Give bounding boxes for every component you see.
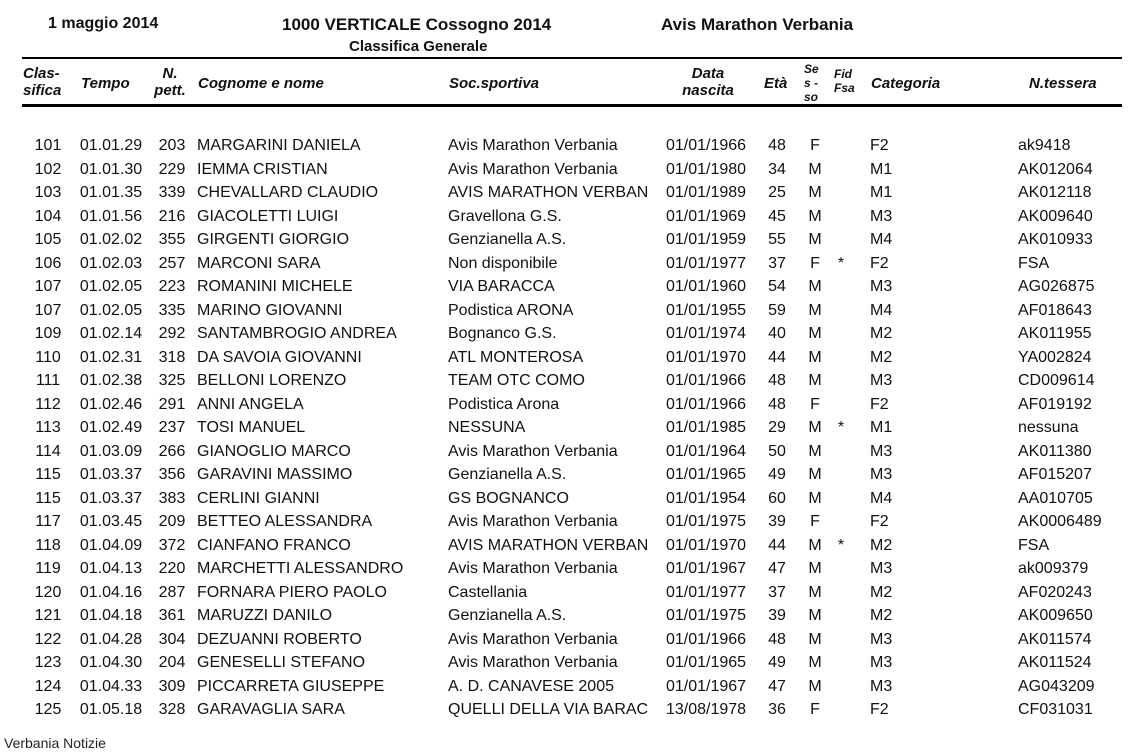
cell-club: TEAM OTC COMO bbox=[448, 372, 585, 389]
cell-card-number: AK011380 bbox=[1018, 442, 1092, 460]
cell-name: IEMMA CRISTIAN bbox=[197, 160, 328, 178]
cell-sex: M bbox=[808, 607, 822, 624]
cell-time: 01.01.29 bbox=[79, 137, 143, 154]
cell-birth-date: 01/01/1954 bbox=[666, 489, 747, 507]
cell-bib: 203 bbox=[158, 137, 186, 154]
cell-time: 01.03.45 bbox=[79, 513, 143, 530]
cell-sex: M bbox=[808, 348, 822, 366]
cell-birth-date: 01/01/1989 bbox=[666, 184, 747, 201]
cell-bib: 257 bbox=[158, 254, 186, 272]
cell-club: GS BOGNANCO bbox=[448, 489, 569, 507]
cell-club: NESSUNA bbox=[448, 419, 526, 436]
cell-age: 37 bbox=[768, 254, 786, 272]
col-club-header: Soc.sportiva bbox=[449, 75, 540, 92]
cell-name: TOSI MANUEL bbox=[197, 419, 306, 436]
cell-time: 01.01.30 bbox=[79, 160, 143, 178]
cell-sex: M bbox=[808, 325, 822, 342]
cell-birth-date: 01/01/1967 bbox=[666, 677, 747, 695]
cell-age: 45 bbox=[768, 207, 786, 225]
cell-sex: M bbox=[808, 231, 822, 248]
cell-sex: M bbox=[808, 677, 822, 695]
cell-time: 01.01.56 bbox=[79, 207, 143, 225]
cell-club: Castellania bbox=[448, 583, 528, 601]
cell-club: Bognanco G.S. bbox=[448, 325, 557, 342]
cell-rank: 115 bbox=[35, 489, 61, 507]
cell-age: 50 bbox=[768, 442, 786, 460]
cell-card-number: AF019192 bbox=[1018, 395, 1092, 413]
cell-birth-date: 01/01/1977 bbox=[666, 254, 747, 272]
cell-time: 01.02.38 bbox=[79, 372, 143, 389]
cell-name: ROMANINI MICHELE bbox=[197, 278, 353, 295]
cell-club: Avis Marathon Verbania bbox=[448, 560, 618, 577]
cell-card-number: AF018643 bbox=[1018, 301, 1092, 319]
cell-card-number: AK011524 bbox=[1018, 654, 1092, 671]
cell-birth-date: 01/01/1955 bbox=[666, 301, 747, 319]
col-fid-header: Fid Fsa bbox=[834, 67, 855, 95]
cell-card-number: AK010933 bbox=[1018, 231, 1093, 248]
table-row bbox=[0, 205, 1145, 228]
cell-card-number: ak9418 bbox=[1018, 137, 1071, 154]
table-row bbox=[0, 369, 1145, 392]
cell-time: 01.04.18 bbox=[79, 607, 143, 624]
table-row bbox=[0, 628, 1145, 651]
cell-birth-date: 01/01/1966 bbox=[666, 137, 747, 154]
cell-club: AVIS MARATHON VERBAN bbox=[448, 184, 649, 201]
cell-age: 44 bbox=[768, 348, 786, 366]
cell-card-number: FSA bbox=[1018, 536, 1050, 554]
cell-card-number: CF031031 bbox=[1018, 701, 1093, 718]
cell-fid-fsa: * bbox=[837, 419, 845, 436]
cell-category: M2 bbox=[870, 583, 893, 601]
cell-card-number: AK0006489 bbox=[1018, 513, 1102, 530]
cell-rank: 123 bbox=[34, 654, 62, 671]
col-birth-header: Data nascita bbox=[682, 65, 734, 99]
cell-bib: 328 bbox=[158, 701, 186, 718]
cell-name: GIANOGLIO MARCO bbox=[197, 442, 351, 460]
cell-sex: M bbox=[808, 301, 822, 319]
report-title: 1000 VERTICALE Cossogno 2014 bbox=[282, 15, 552, 34]
cell-card-number: YA002824 bbox=[1018, 348, 1092, 366]
cell-birth-date: 01/01/1966 bbox=[666, 630, 747, 648]
cell-name: CERLINI GIANNI bbox=[197, 489, 320, 507]
cell-fid-fsa: * bbox=[837, 254, 845, 272]
cell-fid-fsa: * bbox=[837, 536, 845, 554]
cell-name: GARAVINI MASSIMO bbox=[197, 466, 353, 483]
table-row bbox=[0, 416, 1145, 439]
cell-bib: 335 bbox=[158, 301, 186, 319]
footer-watermark: Verbania Notizie bbox=[4, 735, 106, 751]
cell-category: F2 bbox=[870, 395, 889, 413]
cell-age: 55 bbox=[768, 231, 786, 248]
cell-time: 01.04.30 bbox=[79, 654, 143, 671]
cell-time: 01.02.05 bbox=[79, 301, 143, 319]
cell-rank: 117 bbox=[35, 513, 61, 530]
cell-sex: F bbox=[810, 701, 820, 718]
cell-card-number: AK011955 bbox=[1018, 325, 1092, 342]
table-row bbox=[0, 134, 1145, 157]
cell-rank: 114 bbox=[35, 442, 61, 460]
cell-club: Podistica Arona bbox=[448, 395, 560, 413]
cell-bib: 355 bbox=[158, 231, 186, 248]
cell-age: 60 bbox=[768, 489, 786, 507]
cell-rank: 125 bbox=[34, 701, 62, 718]
cell-birth-date: 01/01/1960 bbox=[666, 278, 747, 295]
cell-rank: 101 bbox=[34, 137, 62, 154]
table-row bbox=[0, 651, 1145, 674]
cell-bib: 356 bbox=[158, 466, 186, 483]
cell-rank: 115 bbox=[35, 466, 61, 483]
cell-name: GARAVAGLIA SARA bbox=[197, 701, 345, 718]
cell-card-number: AK009650 bbox=[1018, 607, 1093, 624]
cell-age: 44 bbox=[768, 536, 786, 554]
cell-rank: 121 bbox=[34, 607, 62, 624]
cell-bib: 266 bbox=[158, 442, 186, 460]
cell-rank: 107 bbox=[34, 301, 62, 319]
cell-time: 01.04.16 bbox=[79, 583, 143, 601]
cell-time: 01.05.18 bbox=[79, 701, 143, 718]
cell-category: F2 bbox=[870, 137, 889, 154]
cell-name: MARINO GIOVANNI bbox=[197, 301, 343, 319]
cell-time: 01.02.03 bbox=[79, 254, 143, 272]
cell-category: M3 bbox=[870, 630, 893, 648]
cell-category: M3 bbox=[870, 677, 893, 695]
cell-category: M2 bbox=[870, 607, 893, 624]
cell-time: 01.04.13 bbox=[79, 560, 143, 577]
col-time-header: Tempo bbox=[81, 75, 130, 92]
cell-name: MARUZZI DANILO bbox=[197, 607, 333, 624]
cell-bib: 229 bbox=[158, 160, 186, 178]
cell-club: Avis Marathon Verbania bbox=[448, 442, 618, 460]
cell-rank: 118 bbox=[35, 536, 61, 554]
cell-time: 01.01.35 bbox=[79, 184, 143, 201]
cell-rank: 109 bbox=[34, 325, 62, 342]
cell-sex: F bbox=[810, 254, 820, 272]
cell-club: Genzianella A.S. bbox=[448, 466, 567, 483]
cell-age: 59 bbox=[768, 301, 786, 319]
table-row bbox=[0, 557, 1145, 580]
cell-category: M1 bbox=[870, 160, 893, 178]
cell-rank: 124 bbox=[34, 677, 62, 695]
cell-bib: 318 bbox=[158, 348, 186, 366]
cell-club: VIA BARACCA bbox=[448, 278, 555, 295]
cell-category: M4 bbox=[870, 231, 893, 248]
cell-rank: 102 bbox=[34, 160, 62, 178]
cell-category: M3 bbox=[870, 466, 893, 483]
col-card-header: N.tessera bbox=[1029, 75, 1097, 92]
cell-age: 48 bbox=[768, 395, 786, 413]
table-row bbox=[0, 228, 1145, 251]
cell-age: 39 bbox=[768, 513, 786, 530]
col-category-header: Categoria bbox=[871, 75, 941, 92]
cell-age: 49 bbox=[768, 654, 786, 671]
cell-name: FORNARA PIERO PAOLO bbox=[197, 583, 387, 601]
cell-rank: 110 bbox=[35, 348, 61, 366]
col-rank-header: Clas- sifica bbox=[23, 65, 62, 99]
cell-card-number: ak009379 bbox=[1018, 560, 1089, 577]
cell-time: 01.03.37 bbox=[79, 489, 143, 507]
cell-name: MARCHETTI ALESSANDRO bbox=[197, 560, 404, 577]
cell-birth-date: 01/01/1980 bbox=[666, 160, 747, 178]
cell-card-number: AA010705 bbox=[1018, 489, 1093, 507]
cell-time: 01.03.37 bbox=[79, 466, 143, 483]
cell-rank: 111 bbox=[35, 372, 61, 389]
cell-category: F2 bbox=[870, 513, 889, 530]
cell-name: CIANFANO FRANCO bbox=[197, 536, 351, 554]
cell-category: M2 bbox=[870, 348, 893, 366]
table-row bbox=[0, 440, 1145, 463]
table-row bbox=[0, 275, 1145, 298]
cell-age: 54 bbox=[768, 278, 786, 295]
cell-birth-date: 01/01/1966 bbox=[666, 372, 747, 389]
table-row bbox=[0, 393, 1145, 416]
cell-bib: 339 bbox=[158, 184, 186, 201]
cell-bib: 216 bbox=[158, 207, 186, 225]
cell-time: 01.02.31 bbox=[79, 348, 143, 366]
cell-age: 49 bbox=[768, 466, 786, 483]
col-name-header: Cognome e nome bbox=[198, 75, 324, 92]
cell-sex: M bbox=[808, 583, 822, 601]
cell-category: M3 bbox=[870, 278, 893, 295]
cell-rank: 113 bbox=[35, 419, 61, 436]
cell-name: BELLONI LORENZO bbox=[197, 372, 347, 389]
cell-club: Avis Marathon Verbania bbox=[448, 513, 618, 530]
cell-sex: M bbox=[808, 560, 822, 577]
table-row bbox=[0, 604, 1145, 627]
cell-card-number: AG026875 bbox=[1018, 278, 1095, 295]
cell-card-number: FSA bbox=[1018, 254, 1050, 272]
cell-rank: 103 bbox=[34, 184, 62, 201]
cell-age: 37 bbox=[768, 583, 786, 601]
cell-bib: 291 bbox=[158, 395, 186, 413]
cell-sex: F bbox=[810, 395, 820, 413]
cell-time: 01.02.14 bbox=[79, 325, 143, 342]
cell-time: 01.02.05 bbox=[79, 278, 143, 295]
cell-birth-date: 01/01/1975 bbox=[666, 513, 747, 530]
table-row bbox=[0, 322, 1145, 345]
cell-club: Avis Marathon Verbania bbox=[448, 654, 618, 671]
cell-club: Genzianella A.S. bbox=[448, 231, 567, 248]
cell-age: 36 bbox=[768, 701, 786, 718]
cell-rank: 122 bbox=[34, 630, 62, 648]
cell-age: 48 bbox=[768, 372, 786, 389]
organizer-name: Avis Marathon Verbania bbox=[661, 15, 854, 34]
cell-bib: 220 bbox=[158, 560, 186, 577]
cell-card-number: AK012064 bbox=[1018, 160, 1093, 178]
cell-bib: 361 bbox=[158, 607, 186, 624]
cell-name: SANTAMBROGIO ANDREA bbox=[197, 325, 397, 342]
cell-sex: F bbox=[810, 137, 820, 154]
cell-age: 48 bbox=[768, 630, 786, 648]
cell-birth-date: 01/01/1964 bbox=[666, 442, 747, 460]
cell-sex: M bbox=[808, 160, 822, 178]
cell-birth-date: 01/01/1975 bbox=[666, 607, 747, 624]
cell-club: ATL MONTEROSA bbox=[448, 348, 584, 366]
cell-card-number: AK009640 bbox=[1018, 207, 1093, 225]
cell-card-number: AF020243 bbox=[1018, 583, 1092, 601]
cell-club: Podistica ARONA bbox=[448, 301, 574, 319]
cell-birth-date: 01/01/1970 bbox=[666, 536, 747, 554]
cell-sex: M bbox=[808, 372, 822, 389]
cell-category: M2 bbox=[870, 536, 893, 554]
cell-age: 47 bbox=[768, 560, 786, 577]
table-row bbox=[0, 675, 1145, 698]
cell-time: 01.02.02 bbox=[79, 231, 143, 248]
cell-category: M4 bbox=[870, 489, 893, 507]
cell-bib: 209 bbox=[158, 513, 186, 530]
table-row bbox=[0, 299, 1145, 322]
cell-time: 01.04.28 bbox=[79, 630, 143, 648]
cell-sex: M bbox=[808, 207, 822, 225]
table-row bbox=[0, 581, 1145, 604]
cell-sex: M bbox=[808, 442, 822, 460]
table-row bbox=[0, 346, 1145, 369]
cell-age: 39 bbox=[768, 607, 786, 624]
header-bottom-rule bbox=[22, 104, 1122, 107]
cell-birth-date: 01/01/1970 bbox=[666, 348, 747, 366]
cell-club: Avis Marathon Verbania bbox=[448, 160, 618, 178]
cell-category: M1 bbox=[870, 419, 893, 436]
cell-time: 01.04.09 bbox=[79, 536, 143, 554]
cell-name: CHEVALLARD CLAUDIO bbox=[197, 184, 379, 201]
cell-category: M3 bbox=[870, 560, 893, 577]
cell-age: 29 bbox=[768, 419, 786, 436]
cell-rank: 106 bbox=[34, 254, 62, 272]
cell-bib: 383 bbox=[158, 489, 186, 507]
cell-card-number: AG043209 bbox=[1018, 677, 1095, 695]
table-row bbox=[0, 463, 1145, 486]
cell-club: Non disponibile bbox=[448, 254, 558, 272]
cell-name: DEZUANNI ROBERTO bbox=[197, 630, 362, 648]
cell-bib: 223 bbox=[158, 278, 186, 295]
cell-card-number: CD009614 bbox=[1018, 372, 1095, 389]
cell-birth-date: 01/01/1977 bbox=[666, 583, 747, 601]
cell-category: M3 bbox=[870, 207, 893, 225]
cell-age: 25 bbox=[768, 184, 786, 201]
cell-club: Gravellona G.S. bbox=[448, 207, 562, 225]
cell-sex: M bbox=[808, 419, 822, 436]
cell-birth-date: 01/01/1967 bbox=[666, 560, 747, 577]
cell-age: 40 bbox=[768, 325, 786, 342]
table-row bbox=[0, 252, 1145, 275]
col-sex-header: Se s - so bbox=[804, 62, 819, 104]
cell-card-number: AK011574 bbox=[1018, 630, 1092, 648]
cell-rank: 112 bbox=[35, 395, 61, 413]
cell-age: 47 bbox=[768, 677, 786, 695]
cell-rank: 120 bbox=[34, 583, 62, 601]
cell-club: Genzianella A.S. bbox=[448, 607, 567, 624]
cell-name: GIACOLETTI LUIGI bbox=[197, 207, 339, 225]
cell-name: ANNI ANGELA bbox=[197, 395, 304, 413]
cell-name: GENESELLI STEFANO bbox=[197, 654, 366, 671]
cell-bib: 304 bbox=[158, 630, 186, 648]
cell-birth-date: 01/01/1959 bbox=[666, 231, 747, 248]
cell-rank: 105 bbox=[34, 231, 62, 248]
cell-sex: M bbox=[808, 184, 822, 201]
table-row bbox=[0, 158, 1145, 181]
cell-name: MARGARINI DANIELA bbox=[197, 137, 361, 154]
cell-category: M2 bbox=[870, 325, 893, 342]
cell-bib: 292 bbox=[158, 325, 186, 342]
cell-sex: M bbox=[808, 536, 822, 554]
cell-bib: 204 bbox=[158, 654, 186, 671]
cell-bib: 237 bbox=[158, 419, 186, 436]
cell-age: 34 bbox=[768, 160, 786, 178]
cell-name: GIRGENTI GIORGIO bbox=[197, 231, 350, 248]
cell-time: 01.03.09 bbox=[79, 442, 143, 460]
cell-category: M1 bbox=[870, 184, 893, 201]
cell-sex: M bbox=[808, 654, 822, 671]
cell-sex: M bbox=[808, 489, 822, 507]
cell-card-number: nessuna bbox=[1018, 419, 1079, 436]
col-age-header: Età bbox=[764, 75, 788, 92]
table-row bbox=[0, 698, 1145, 721]
cell-card-number: AK012118 bbox=[1018, 184, 1092, 201]
table-row bbox=[0, 510, 1145, 533]
col-bib-header: N. pett. bbox=[154, 65, 186, 99]
table-row bbox=[0, 181, 1145, 204]
cell-rank: 107 bbox=[34, 278, 62, 295]
cell-birth-date: 01/01/1974 bbox=[666, 325, 747, 342]
cell-bib: 287 bbox=[158, 583, 186, 601]
cell-name: MARCONI SARA bbox=[197, 254, 321, 272]
report-date: 1 maggio 2014 bbox=[48, 15, 159, 32]
cell-category: M3 bbox=[870, 654, 893, 671]
cell-name: PICCARRETA GIUSEPPE bbox=[197, 677, 385, 695]
cell-birth-date: 01/01/1965 bbox=[666, 466, 747, 483]
cell-birth-date: 01/01/1966 bbox=[666, 395, 747, 413]
cell-club: Avis Marathon Verbania bbox=[448, 630, 618, 648]
cell-card-number: AF015207 bbox=[1018, 466, 1092, 483]
cell-category: M3 bbox=[870, 442, 893, 460]
table-row bbox=[0, 534, 1145, 557]
cell-bib: 372 bbox=[158, 536, 186, 554]
cell-sex: M bbox=[808, 278, 822, 295]
cell-sex: M bbox=[808, 466, 822, 483]
cell-sex: M bbox=[808, 630, 822, 648]
header-top-rule bbox=[22, 57, 1122, 59]
cell-sex: F bbox=[810, 513, 820, 530]
cell-time: 01.02.46 bbox=[79, 395, 143, 413]
cell-club: A. D. CANAVESE 2005 bbox=[448, 677, 614, 695]
cell-name: DA SAVOIA GIOVANNI bbox=[197, 348, 362, 366]
cell-age: 48 bbox=[768, 137, 786, 154]
cell-birth-date: 01/01/1969 bbox=[666, 207, 747, 225]
cell-name: BETTEO ALESSANDRA bbox=[197, 513, 373, 530]
cell-club: Avis Marathon Verbania bbox=[448, 137, 618, 154]
cell-category: F2 bbox=[870, 701, 889, 718]
cell-bib: 309 bbox=[158, 677, 186, 695]
cell-club: AVIS MARATHON VERBAN bbox=[448, 536, 649, 554]
report-subtitle: Classifica Generale bbox=[349, 38, 488, 55]
cell-time: 01.02.49 bbox=[79, 419, 143, 436]
cell-birth-date: 13/08/1978 bbox=[666, 701, 747, 718]
cell-rank: 104 bbox=[34, 207, 62, 225]
cell-category: M4 bbox=[870, 301, 893, 319]
cell-category: M3 bbox=[870, 372, 893, 389]
cell-rank: 119 bbox=[35, 560, 61, 577]
cell-birth-date: 01/01/1985 bbox=[666, 419, 747, 436]
cell-club: QUELLI DELLA VIA BARAC bbox=[448, 701, 649, 718]
cell-bib: 325 bbox=[158, 372, 186, 389]
cell-category: F2 bbox=[870, 254, 889, 272]
table-row bbox=[0, 487, 1145, 510]
cell-birth-date: 01/01/1965 bbox=[666, 654, 747, 671]
cell-time: 01.04.33 bbox=[79, 677, 143, 695]
